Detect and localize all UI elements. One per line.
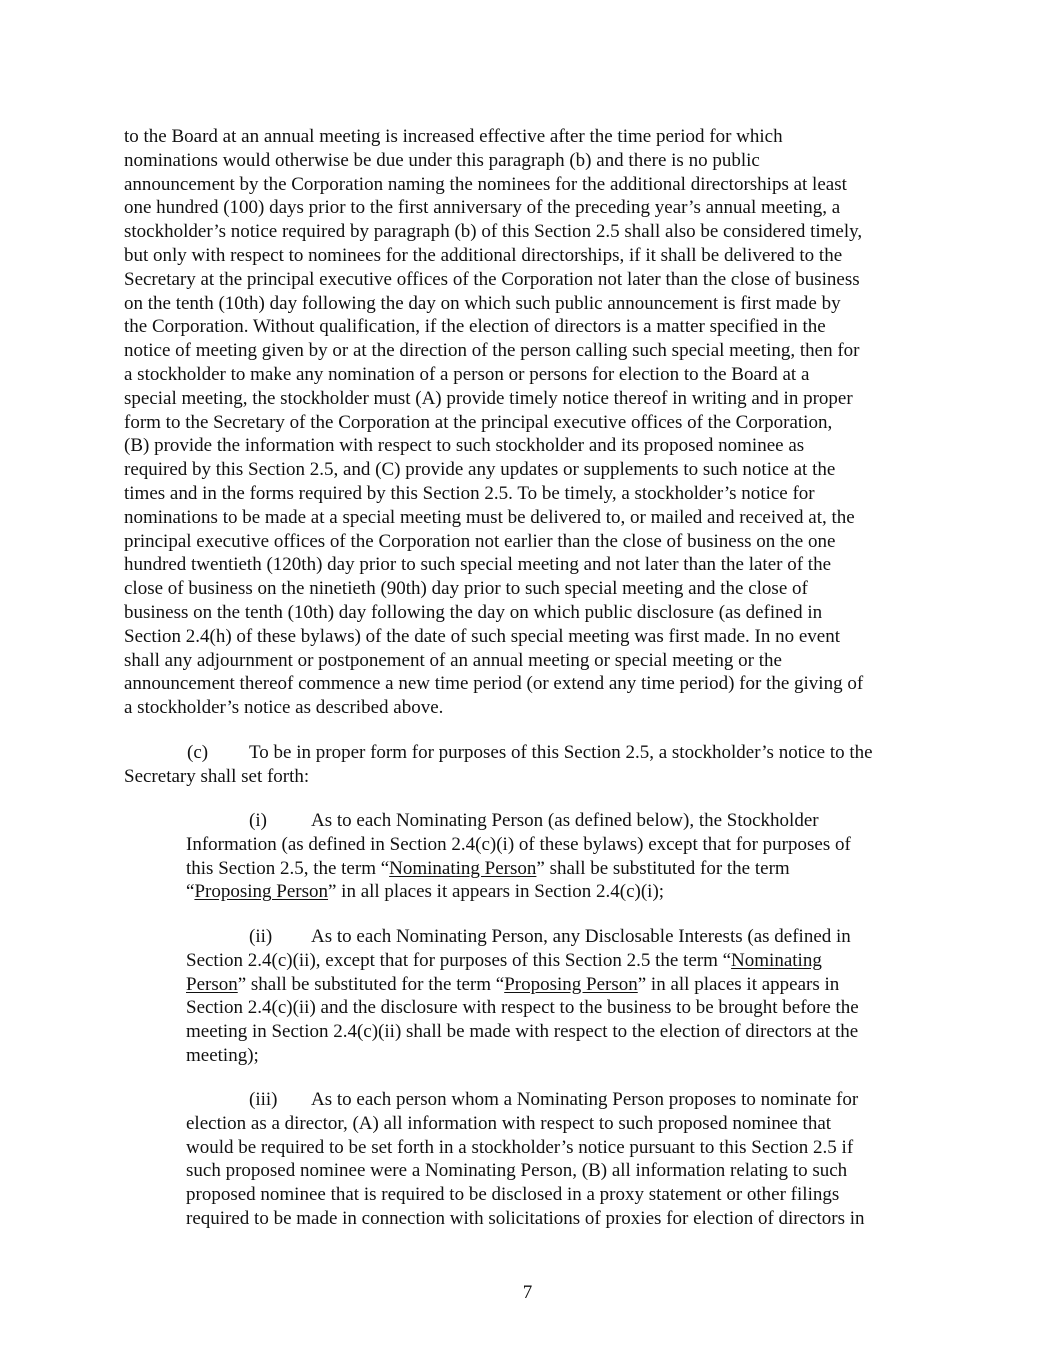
paragraph-b-continuation (124, 125, 939, 720)
defined-term-nominating-person: Person (186, 973, 238, 995)
text-line: nominations to be made at a special meeting must be delivered to, or mailed and received at, the (124, 506, 855, 528)
item-label: (iii) (249, 1089, 278, 1110)
text-line: a stockholder to make any nomination of a person or persons for election to the Board at a (124, 363, 810, 385)
text-line: Secretary shall set forth: (124, 765, 310, 787)
item-i (186, 809, 936, 904)
text-fragment: ” shall be substituted for the term “ (237, 973, 505, 995)
text-line (186, 925, 936, 949)
text-fragment: To be in proper form for purposes of this Section 2.5, a stockholder’s notice to the (249, 742, 873, 763)
text-line (186, 857, 936, 881)
text-fragment: Section 2.4(c)(ii), except that for purposes of this Section 2.5 the term “ (186, 949, 732, 971)
text-fragment: As to each person whom a Nominating Person proposes to nominate for (311, 1089, 859, 1110)
text-line: to the Board at an annual meeting is increased effective after the time period for which (124, 126, 783, 147)
text-line: the Corporation. Without qualification, if the election of directors is a matter specified in the (124, 316, 826, 338)
text-line: form to the Secretary of the Corporation at the principal executive offices of the Corporation, (124, 411, 833, 433)
text-line (186, 949, 936, 973)
text-line: on the tenth (10th) day following the day on which such public announcement is first made by (124, 292, 841, 314)
item-label: (ii) (249, 926, 273, 947)
text-fragment: As to each Nominating Person, any Disclosable Interests (as defined in (311, 926, 851, 947)
text-line: required by this Section 2.5, and (C) provide any updates or supplements to such notice at the (124, 459, 836, 481)
text-fragment: “ (186, 881, 195, 903)
text-fragment: ” in all places it appears in (637, 973, 840, 995)
text-line (186, 1088, 936, 1112)
item-label: (i) (249, 810, 267, 831)
text-line: principal executive offices of the Corporation not earlier than the close of business on the one (124, 530, 836, 552)
text-line: close of business on the ninetieth (90th) day prior to such special meeting and the close of (124, 578, 808, 600)
text-line (186, 880, 936, 904)
defined-term-proposing-person: Proposing Person (194, 881, 328, 903)
text-line: meeting); (186, 1044, 259, 1066)
text-line: proposed nominee that is required to be disclosed in a proxy statement or other filings (186, 1184, 840, 1206)
text-line: announcement thereof commence a new time period (or extend any time period) for the giving of (124, 673, 864, 695)
page-number: 7 (522, 1282, 533, 1303)
text-line: times and in the forms required by this Section 2.5. To be timely, a stockholder’s notice for (124, 482, 815, 504)
text-line: but only with respect to nominees for the additional directorships, if it shall be delivered to the (124, 244, 843, 266)
text-line: Secretary at the principal executive offices of the Corporation not later than the close of business (124, 268, 860, 290)
text-line: such proposed nominee were a Nominating Person, (B) all information relating to such (186, 1160, 848, 1182)
text-line (186, 973, 936, 997)
text-line: meeting in Section 2.4(c)(ii) shall be made with respect to the election of directors at the (186, 1021, 859, 1043)
text-line: (B) provide the information with respect to such stockholder and its proposed nominee as (124, 435, 805, 457)
text-line: Information (as defined in Section 2.4(c)(i) of these bylaws) except that for purposes of (186, 833, 851, 855)
text-line: hundred twentieth (120th) day prior to such special meeting and not later than the later of the (124, 554, 831, 576)
text-line: one hundred (100) days prior to the first anniversary of the preceding year’s annual meeting, a (124, 197, 841, 219)
text-line: a stockholder’s notice as described above. (124, 697, 444, 719)
defined-term-proposing-person: Proposing Person (504, 973, 638, 995)
text-line: notice of meeting given by or at the direction of the person calling such special meeting, then for (124, 340, 860, 362)
text-line: special meeting, the stockholder must (A) provide timely notice thereof in writing and in proper (124, 387, 853, 409)
text-line: Section 2.4(c)(ii) and the disclosure with respect to the business to be brought before the (186, 997, 859, 1019)
text-line: stockholder’s notice required by paragraph (b) of this Section 2.5 shall also be considered timely, (124, 221, 863, 243)
text-line: would be required to be set forth in a stockholder’s notice pursuant to this Section 2.5 if (186, 1136, 854, 1158)
paragraph-c (124, 741, 939, 789)
text-fragment: this Section 2.5, the term “ (186, 857, 390, 879)
text-line: Section 2.4(h) of these bylaws) of the date of such special meeting was first made. In no event (124, 625, 840, 647)
text-line: nominations would otherwise be due under this paragraph (b) and there is no public (124, 149, 760, 171)
item-iii (186, 1088, 936, 1231)
text-line: business on the tenth (10th) day following the day on which public disclosure (as defined in (124, 601, 823, 623)
text-line (124, 741, 939, 765)
item-ii (186, 925, 936, 1068)
text-line (186, 809, 936, 833)
text-line: election as a director, (A) all information with respect to such proposed nominee that (186, 1112, 832, 1134)
text-line: announcement by the Corporation naming the nominees for the additional directorships at least (124, 173, 847, 195)
text-fragment: ” in all places it appears in Section 2.4(c)(i); (327, 881, 665, 903)
text-line: required to be made in connection with solicitations of proxies for election of directors in (186, 1207, 865, 1229)
text-line: shall any adjournment or postponement of an annual meeting or special meeting or the (124, 649, 782, 671)
text-fragment: As to each Nominating Person (as defined below), the Stockholder (311, 810, 819, 831)
defined-term-nominating-person: Nominating (731, 949, 822, 971)
text-fragment: ” shall be substituted for the term (536, 857, 790, 879)
paragraph-label: (c) (187, 742, 209, 763)
defined-term-nominating-person: Nominating Person (389, 857, 537, 879)
